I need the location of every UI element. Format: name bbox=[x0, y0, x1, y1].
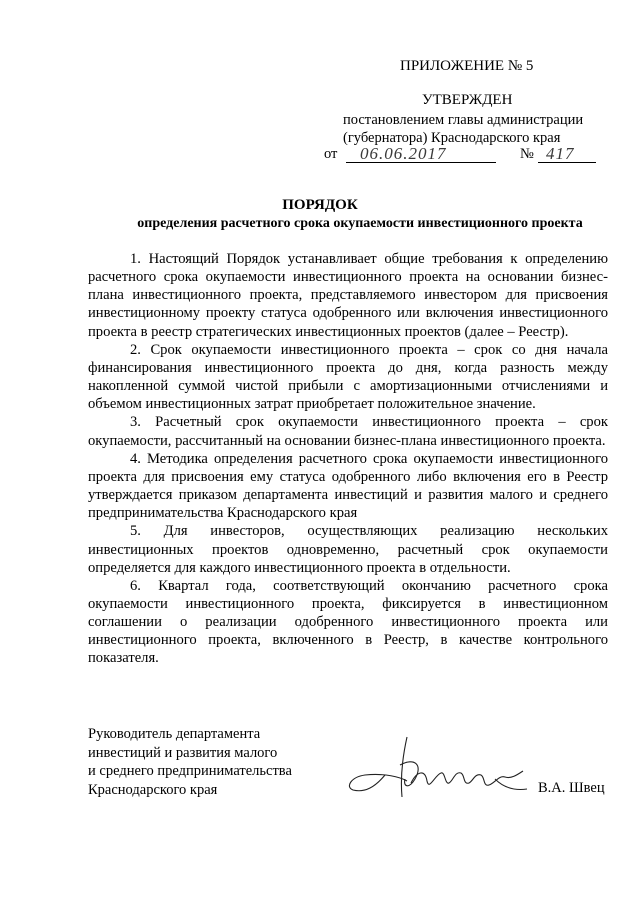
document-title: ПОРЯДОК bbox=[282, 197, 358, 213]
signatory-line-1: Руководитель департамента bbox=[88, 726, 261, 742]
date-prefix: от bbox=[324, 146, 338, 162]
paragraph-4: 4. Методика определения расчетного срока окупаемости инвестиционного проекта для присвоения ему статуса одобренного либо включения его в Реестр утверждается приказом департамента инвестиций и развития малого и среднего предпринимательства Краснодарского края bbox=[88, 450, 608, 522]
signatory-line-3: и среднего предпринимательства bbox=[88, 763, 292, 779]
paragraph-3: 3. Расчетный срок окупаемости инвестиционного проекта – срок окупаемости, рассчитанный на основании бизнес-плана инвестиционного проекта. bbox=[88, 414, 608, 449]
paragraph-5: 5. Для инвесторов, осуществляющих реализацию нескольких инвестиционных проектов одновременно, расчетный срок окупаемости определяется для каждого инвестиционного проекта в отдельности. bbox=[88, 523, 608, 576]
signatory-name: В.А. Швец bbox=[538, 780, 605, 796]
paragraph-2: 2. Срок окупаемости инвестиционного проекта – срок со дня начала финансирования инвестиционного проекта до дня, когда разность между накопленной суммой чистой прибыли с амортизационными отчислениями и объемом инвестиционных затрат приобретает положительное значение. bbox=[88, 341, 608, 413]
approval-date-row bbox=[324, 144, 596, 166]
approval-number: 417 bbox=[546, 144, 575, 163]
paragraph-1: 1. Настоящий Порядок устанавливает общие требования к определению расчетного срока окупаемости инвестиционного проекта на основании бизнес-плана инвестиционного проекта, представляемого инвестором для присвоения инвестиционному проекту статуса одобренного или включения инвестиционного проекта в реестр стратегических инвестиционных проектов (далее – Реестр). bbox=[88, 251, 608, 340]
approval-line-2: (губернатора) Краснодарского края bbox=[343, 130, 561, 146]
signatory-line-2: инвестиций и развития малого bbox=[88, 744, 278, 761]
handwritten-signature bbox=[345, 735, 535, 805]
paragraph-6: 6. Квартал года, соответствующий окончанию расчетного срока окупаемости инвестиционного проекта, фиксируется в инвестиционном соглашении о реализации одобренного инвестиционного проекта или инвестиционного проекта, включенного в Реестр, в качестве контрольного показателя. bbox=[88, 577, 608, 667]
signatory-line-4: Краснодарского края bbox=[88, 781, 218, 798]
approval-title: УТВЕРЖДЕН bbox=[422, 92, 513, 108]
document-subtitle: определения расчетного срока окупаемости инвестиционного проекта bbox=[137, 216, 583, 231]
approval-line-1: постановлением главы администрации bbox=[343, 112, 584, 128]
approval-date: 06.06.2017 bbox=[360, 144, 447, 163]
signatory-block bbox=[88, 725, 292, 799]
document-body bbox=[88, 250, 608, 668]
number-prefix: № bbox=[520, 146, 534, 162]
appendix-label: ПРИЛОЖЕНИЕ № 5 bbox=[400, 58, 534, 74]
